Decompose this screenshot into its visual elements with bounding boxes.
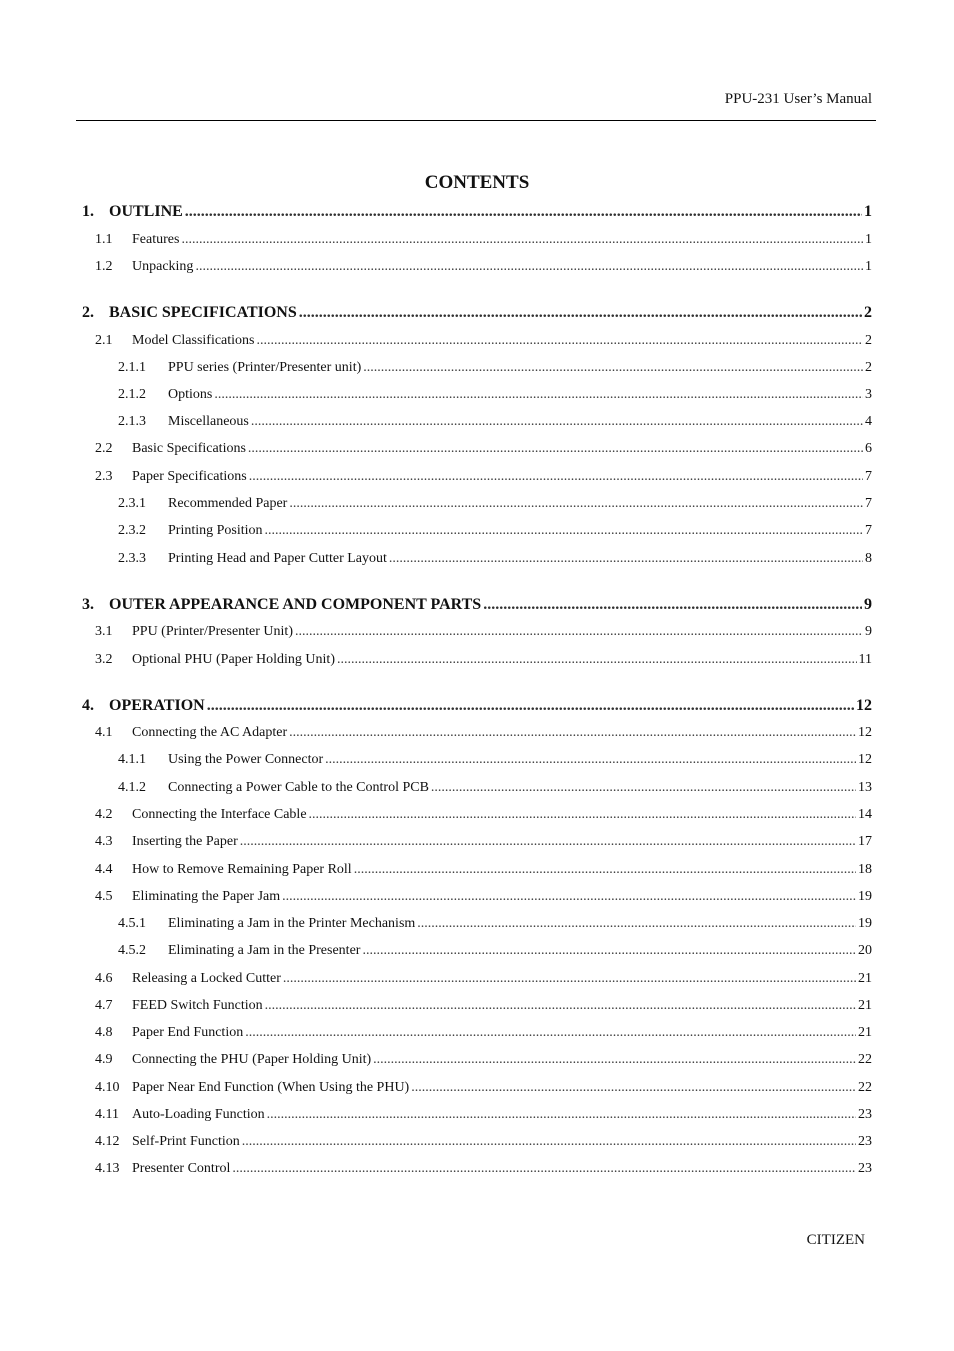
toc-entry[interactable] [95,333,872,349]
toc-entry-label: Model Classifications [132,333,255,348]
toc-entry-page: 8 [865,551,872,566]
toc-dot-leader [185,203,862,221]
toc-entry-page: 17 [858,834,872,849]
toc-entry-number: 4.3 [95,834,113,849]
toc-dot-leader [214,387,863,403]
toc-entry-number: 4.1.2 [118,780,146,795]
toc-entry[interactable] [95,862,872,878]
toc-dot-leader [195,259,863,275]
toc-entry-page: 3 [865,387,872,402]
toc-entry-page: 4 [865,414,872,429]
toc-entry[interactable] [95,807,872,823]
toc-dot-leader [363,360,863,376]
toc-entry-label: FEED Switch Function [132,998,263,1013]
toc-entry-page: 1 [864,203,872,220]
toc-entry[interactable] [118,496,872,512]
toc-dot-leader [389,551,863,567]
toc-entry-number: 4.9 [95,1052,113,1067]
toc-dot-leader [417,916,856,932]
toc-entry[interactable] [95,998,872,1014]
toc-entry-label: Unpacking [132,259,194,274]
toc-entry-page: 2 [865,333,872,348]
toc-entry[interactable] [118,414,872,430]
toc-entry[interactable] [95,889,872,905]
toc-dot-leader [283,971,856,987]
toc-entry-number: 1.1 [95,232,113,247]
toc-entry-number: 1. [82,203,94,220]
toc-dot-leader [289,725,856,741]
toc-entry[interactable] [118,387,872,403]
toc-entry-page: 18 [858,862,872,877]
toc-entry-label: Connecting a Power Cable to the Control PCB [168,780,429,795]
toc-dot-leader [282,889,856,905]
toc-entry-page: 7 [865,469,872,484]
toc-entry-number: 2.3.3 [118,551,146,566]
toc-entry-label: Features [132,232,180,247]
toc-entry-number: 4. [82,697,94,714]
toc-entry-label: Presenter Control [132,1161,231,1176]
toc-entry-number: 4.8 [95,1025,113,1040]
toc-entry[interactable] [82,697,872,715]
toc-dot-leader [181,232,863,248]
toc-entry[interactable] [95,1107,872,1123]
toc-dot-leader [248,441,863,457]
toc-entry-number: 4.2 [95,807,113,822]
toc-entry-page: 9 [865,624,872,639]
toc-entry-page: 12 [856,697,872,714]
toc-dot-leader [207,697,854,715]
toc-entry-page: 23 [858,1107,872,1122]
toc-entry-page: 21 [858,1025,872,1040]
toc-entry-number: 2.3.2 [118,523,146,538]
toc-entry-number: 2.1.2 [118,387,146,402]
toc-dot-leader [373,1052,856,1068]
toc-entry[interactable] [95,441,872,457]
toc-entry-label: PPU series (Printer/Presenter unit) [168,360,362,375]
toc-dot-leader [289,496,863,512]
toc-entry-label: Connecting the AC Adapter [132,725,288,740]
toc-entry-page: 22 [858,1052,872,1067]
toc-entry-label: Printing Head and Paper Cutter Layout [168,551,387,566]
toc-entry-page: 20 [858,943,872,958]
toc-entry-number: 3.2 [95,652,113,667]
toc-entry-page: 19 [858,916,872,931]
toc-dot-leader [431,780,856,796]
toc-entry-number: 4.4 [95,862,113,877]
toc-dot-leader [354,862,856,878]
toc-entry-label: Auto-Loading Function [132,1107,265,1122]
toc-entry-page: 2 [864,304,872,321]
toc-entry-page: 22 [858,1080,872,1095]
toc-entry-page: 23 [858,1161,872,1176]
toc-entry[interactable] [118,780,872,796]
toc-entry-number: 4.5.1 [118,916,146,931]
toc-entry[interactable] [95,1161,872,1177]
toc-dot-leader [245,1025,856,1041]
toc-dot-leader [265,523,863,539]
toc-entry-label: Basic Specifications [132,441,246,456]
toc-entry-label: OPERATION [109,697,205,714]
toc-entry-number: 2.2 [95,441,113,456]
toc-entry[interactable] [95,1080,872,1096]
toc-entry-label: PPU (Printer/Presenter Unit) [132,624,293,639]
toc-entry-page: 19 [858,889,872,904]
toc-entry-page: 13 [858,780,872,795]
toc-entry-page: 7 [865,523,872,538]
toc-entry[interactable] [82,596,872,614]
toc-entry-page: 23 [858,1134,872,1149]
toc-entry-label: How to Remove Remaining Paper Roll [132,862,352,877]
toc-entry-label: Using the Power Connector [168,752,324,767]
toc-entry[interactable] [95,232,872,248]
toc-dot-leader [249,469,863,485]
toc-entry-label: Optional PHU (Paper Holding Unit) [132,652,335,667]
toc-entry-page: 12 [858,752,872,767]
toc-dot-leader [232,1161,856,1177]
toc-entry[interactable] [118,551,872,567]
toc-entry-label: Connecting the PHU (Paper Holding Unit) [132,1052,372,1067]
toc-entry-number: 4.1.1 [118,752,146,767]
toc-entry-number: 4.7 [95,998,113,1013]
toc-entry-page: 6 [865,441,872,456]
toc-entry-label: OUTLINE [109,203,183,220]
toc-dot-leader [242,1134,856,1150]
toc-entry-number: 4.12 [95,1134,120,1149]
toc-entry-page: 21 [858,971,872,986]
toc-dot-leader [299,304,862,322]
toc-entry-page: 1 [865,232,872,247]
toc-entry-number: 2.1.3 [118,414,146,429]
toc-entry-page: 9 [864,596,872,613]
toc-entry-label: Eliminating a Jam in the Presenter [168,943,361,958]
toc-entry[interactable] [82,304,872,322]
toc-entry-number: 2.1 [95,333,113,348]
toc-entry[interactable] [118,360,872,376]
toc-dot-leader [483,596,862,614]
toc-entry[interactable] [95,725,872,741]
toc-entry-number: 3. [82,596,94,613]
toc-entry-number: 2.3 [95,469,113,484]
toc-entry-label: Eliminating a Jam in the Printer Mechanism [168,916,416,931]
toc-entry[interactable] [95,652,872,668]
toc-dot-leader [267,1107,856,1123]
toc-entry-label: Self-Print Function [132,1134,240,1149]
toc-entry-label: Paper Specifications [132,469,247,484]
toc-entry-page: 12 [858,725,872,740]
toc-entry-label: Recommended Paper [168,496,288,511]
toc-dot-leader [309,807,856,823]
toc-entry[interactable] [95,259,872,275]
toc-entry-number: 4.5 [95,889,113,904]
toc-entry-label: Printing Position [168,523,263,538]
toc-entry-page: 11 [858,652,872,667]
toc-entry-number: 4.13 [95,1161,120,1176]
toc-entry-page: 2 [865,360,872,375]
toc-entry-number: 4.6 [95,971,113,986]
toc-entry[interactable] [95,834,872,850]
toc-entry-label: Inserting the Paper [132,834,238,849]
footer-brand: CITIZEN [806,1232,865,1248]
toc-entry-label: Options [168,387,213,402]
toc-entry-label: Connecting the Interface Cable [132,807,307,822]
toc-dot-leader [265,998,856,1014]
toc-entry-number: 4.1 [95,725,113,740]
toc-entry-label: OUTER APPEARANCE AND COMPONENT PARTS [109,596,482,613]
toc-entry-number: 4.5.2 [118,943,146,958]
toc-entry[interactable] [118,916,872,932]
toc-entry-page: 1 [865,259,872,274]
toc-entry-label: Releasing a Locked Cutter [132,971,281,986]
toc-entry-number: 4.10 [95,1080,120,1095]
toc-entry[interactable] [95,469,872,485]
toc-entry-page: 14 [858,807,872,822]
toc-entry-number: 4.11 [95,1107,119,1122]
toc-entry[interactable] [95,1052,872,1068]
toc-entry-label: Eliminating the Paper Jam [132,889,281,904]
toc-dot-leader [257,333,864,349]
toc-dot-leader [362,943,856,959]
toc-entry[interactable] [118,943,872,959]
toc-dot-leader [325,752,856,768]
manual-title: PPU-231 User’s Manual [724,91,872,107]
toc-entry[interactable] [95,1025,872,1041]
toc-dot-leader [240,834,856,850]
toc-entry-label: Paper End Function [132,1025,244,1040]
toc-entry-page: 7 [865,496,872,511]
toc-entry-number: 1.2 [95,259,113,274]
toc-entry-label: Miscellaneous [168,414,249,429]
toc-entry[interactable] [118,752,872,768]
toc-entry-number: 2.3.1 [118,496,146,511]
toc-entry[interactable] [95,971,872,987]
toc-entry-label: Paper Near End Function (When Using the PHU) [132,1080,410,1095]
toc-dot-leader [251,414,863,430]
toc-entry[interactable] [95,1134,872,1150]
toc-entry-label: BASIC SPECIFICATIONS [109,304,297,321]
toc-dot-leader [337,652,857,668]
toc-dot-leader [295,624,863,640]
toc-entry[interactable] [118,523,872,539]
toc-entry-number: 3.1 [95,624,113,639]
toc-entry-number: 2.1.1 [118,360,146,375]
toc-entry[interactable] [95,624,872,640]
toc-entry[interactable] [82,203,872,221]
toc-entry-page: 21 [858,998,872,1013]
contents-title: CONTENTS [424,172,530,193]
toc-dot-leader [411,1080,856,1096]
toc-entry-number: 2. [82,304,94,321]
